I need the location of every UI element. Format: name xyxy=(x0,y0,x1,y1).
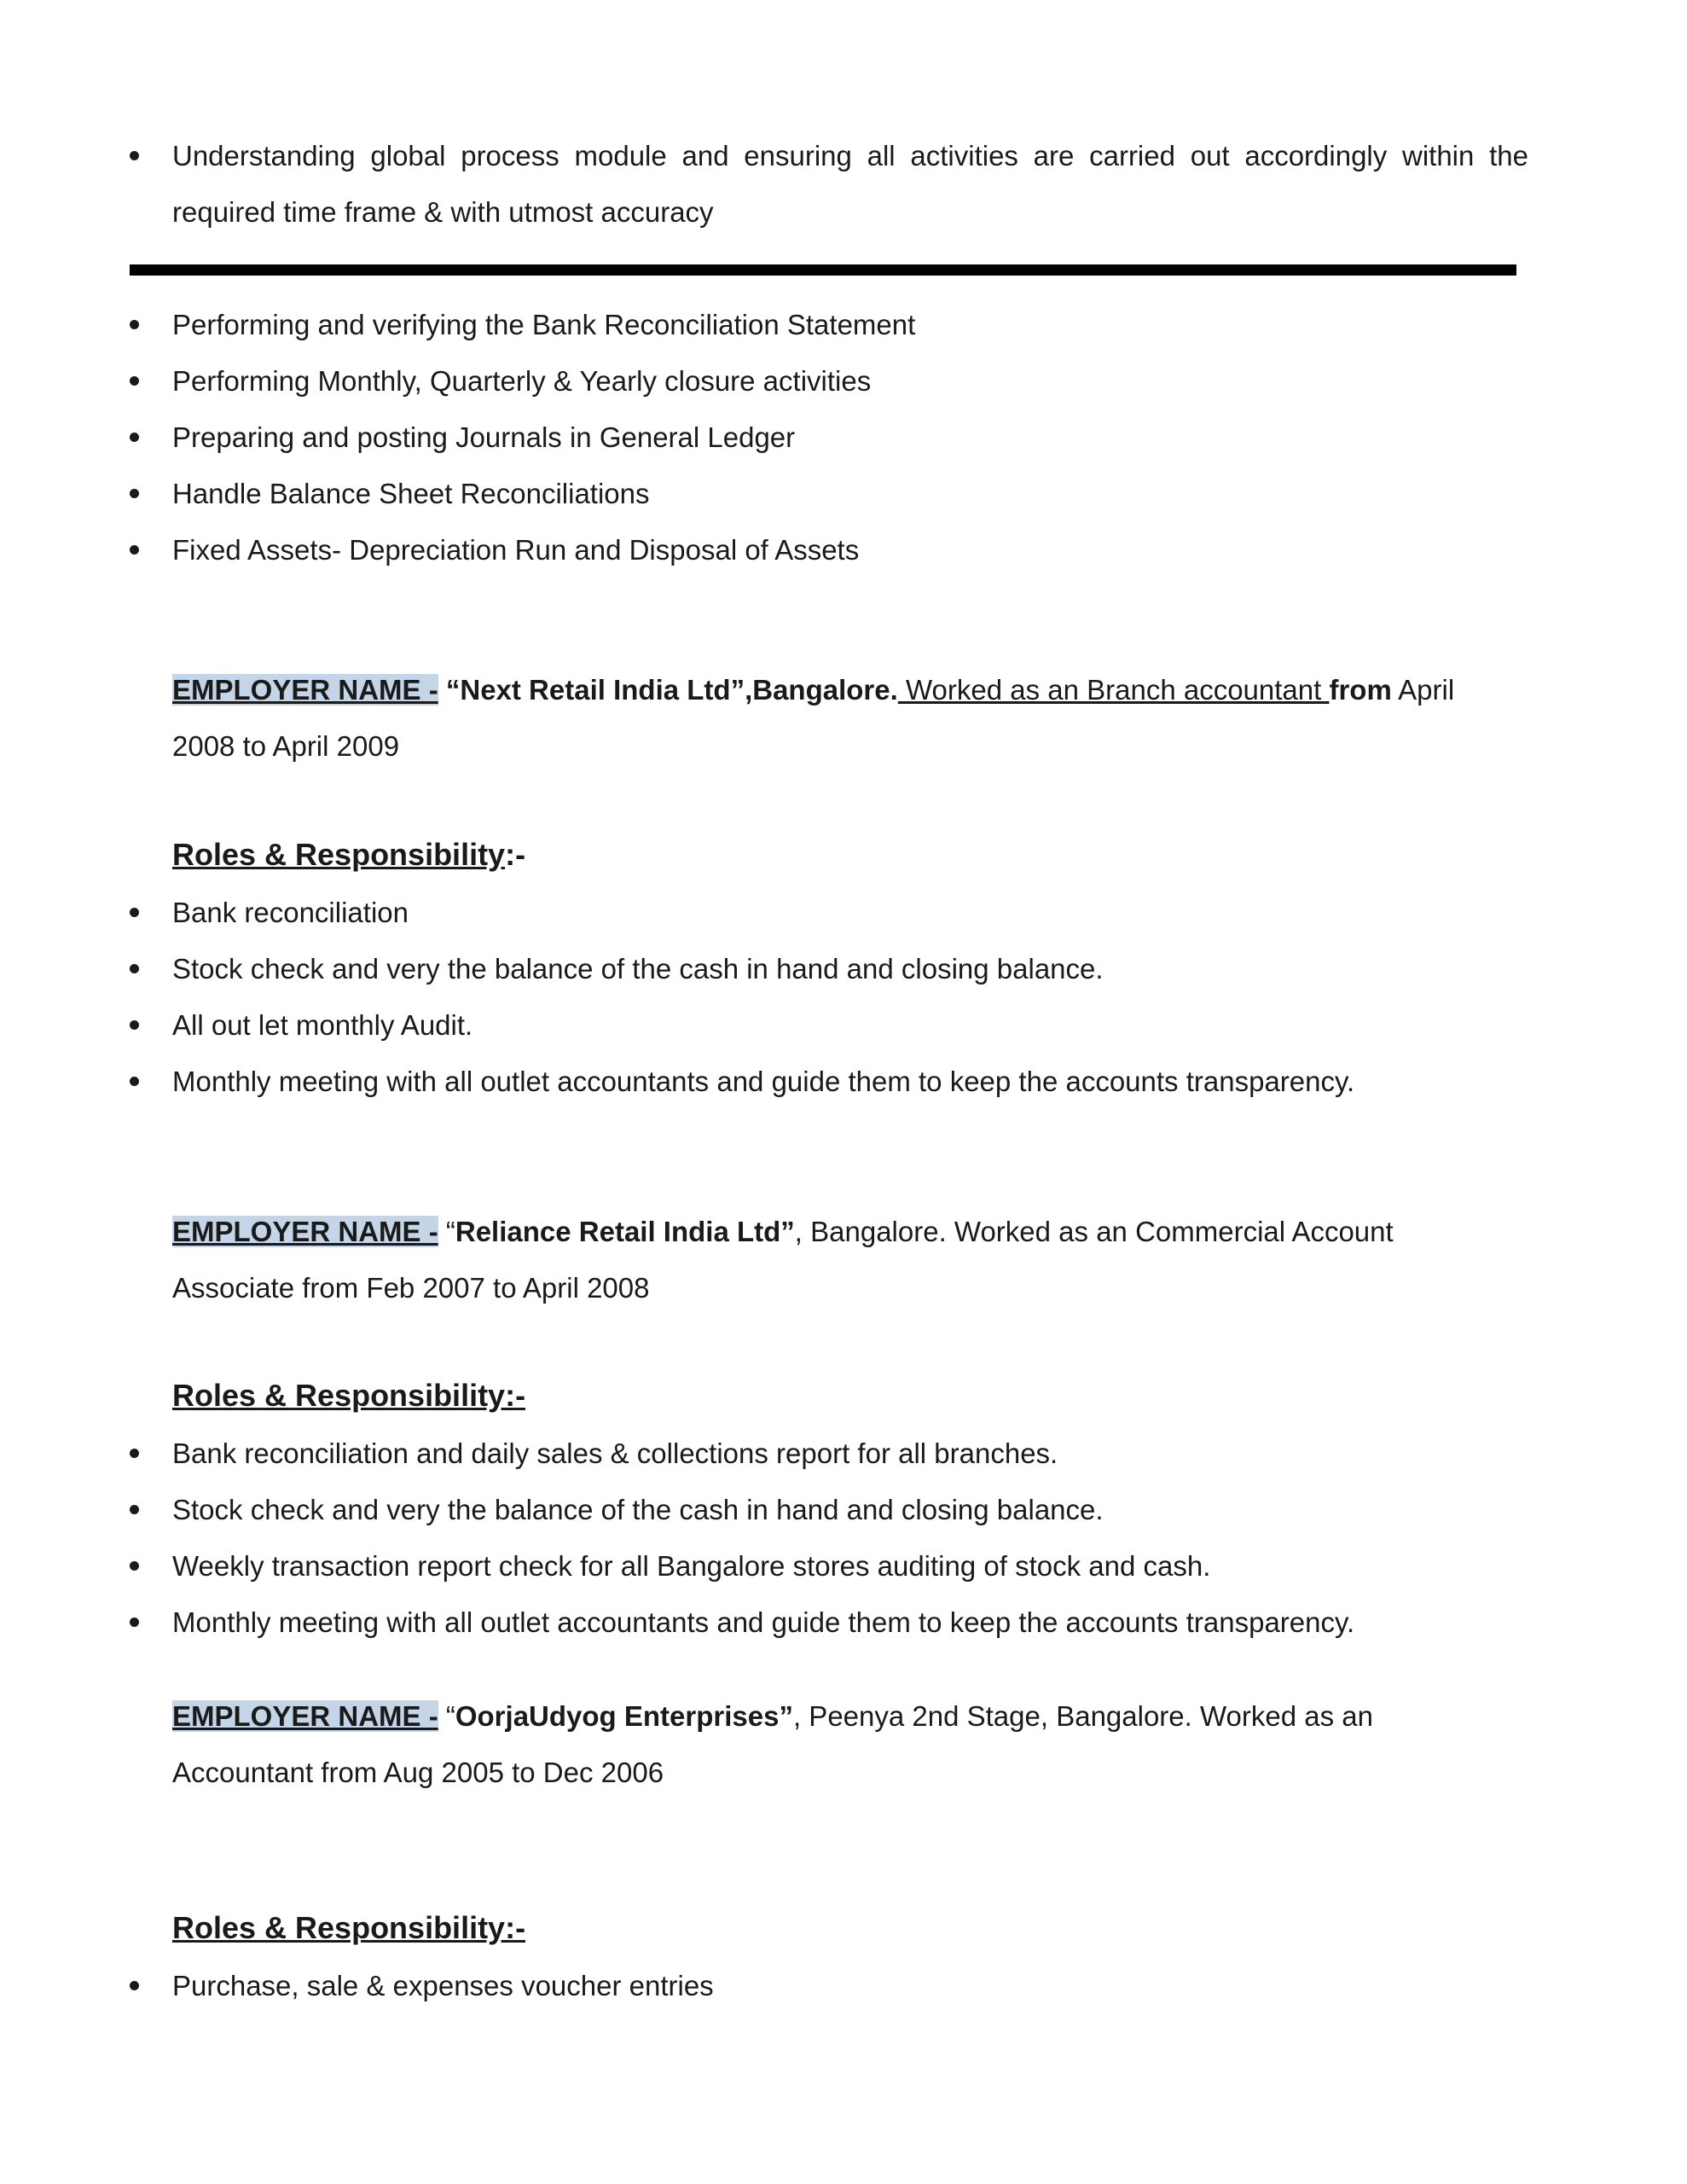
employer-desc: Worked as an Branch accountant xyxy=(897,674,1330,706)
employer-desc: April 2008 to April 2009 xyxy=(172,674,1455,762)
employer-entry xyxy=(172,662,1520,775)
employer-entry: EMPLOYER NAME - “OorjaUdyog Enterprises”, Peenya 2nd Stage, Bangalore. Worked as an Accountant from Aug 2005 to Dec 2006 xyxy=(172,1700,1373,1788)
bullet-item: Fixed Assets- Depreciation Run and Disposal of Assets xyxy=(172,522,1528,578)
employer-desc: , Bangalore. Worked as an Commercial Account Associate from Feb 2007 to April 2008 xyxy=(172,1216,1394,1304)
roles-heading: Roles & Responsibility:- xyxy=(172,1910,526,1945)
bullet-item: Bank reconciliation xyxy=(172,885,1528,941)
bullet-item: Bank reconciliation and daily sales & collections report for all branches. xyxy=(172,1426,1528,1482)
bullet-item: Purchase, sale & expenses voucher entries xyxy=(172,1958,1528,2014)
bullet-item: Monthly meeting with all outlet accountants and guide them to keep the accounts transparency. xyxy=(172,1054,1528,1110)
bullet-item: Monthly meeting with all outlet accountants and guide them to keep the accounts transparency. xyxy=(172,1594,1528,1651)
employer-company: Reliance Retail India Ltd” xyxy=(455,1216,795,1247)
roles-heading: Roles & Responsibility:- xyxy=(172,1378,526,1413)
employer-company: “Next Retail India Ltd”,Bangalore. xyxy=(445,674,898,706)
bullet-item: Weekly transaction report check for all Bangalore stores auditing of stock and cash. xyxy=(172,1538,1528,1594)
bullet-item: Performing Monthly, Quarterly & Yearly closure activities xyxy=(172,353,1528,410)
employer-desc-bold: from xyxy=(1329,674,1392,706)
bullet-item: Understanding global process module and ensuring all activities are carried out accordingly within the required time frame & with utmost accuracy xyxy=(172,128,1528,241)
bullet-item: Handle Balance Sheet Reconciliations xyxy=(172,466,1528,522)
bullet-item: Performing and verifying the Bank Reconciliation Statement xyxy=(172,297,1528,353)
employer-desc: , Peenya 2nd Stage, Bangalore. Worked as an Accountant from Aug 2005 to Dec 2006 xyxy=(172,1700,1373,1788)
horizontal-rule xyxy=(130,264,1516,276)
bullet-item: All out let monthly Audit. xyxy=(172,997,1528,1054)
bullet-item: Stock check and very the balance of the cash in hand and closing balance. xyxy=(172,1482,1528,1538)
bullet-item: Stock check and very the balance of the cash in hand and closing balance. xyxy=(172,941,1528,997)
employer-label: EMPLOYER NAME - xyxy=(172,1216,438,1247)
bullet-item: Preparing and posting Journals in General Ledger xyxy=(172,410,1528,466)
employer-company: OorjaUdyog Enterprises” xyxy=(455,1700,793,1732)
employer-label: EMPLOYER NAME - xyxy=(172,674,438,706)
roles-heading: Roles & Responsibility:- xyxy=(172,837,526,872)
employer-entry: EMPLOYER NAME - “Reliance Retail India Ltd”, Bangalore. Worked as an Commercial Account Associate from Feb 2007 to April 2008 xyxy=(172,1216,1394,1304)
employer-label: EMPLOYER NAME - xyxy=(172,1700,438,1732)
